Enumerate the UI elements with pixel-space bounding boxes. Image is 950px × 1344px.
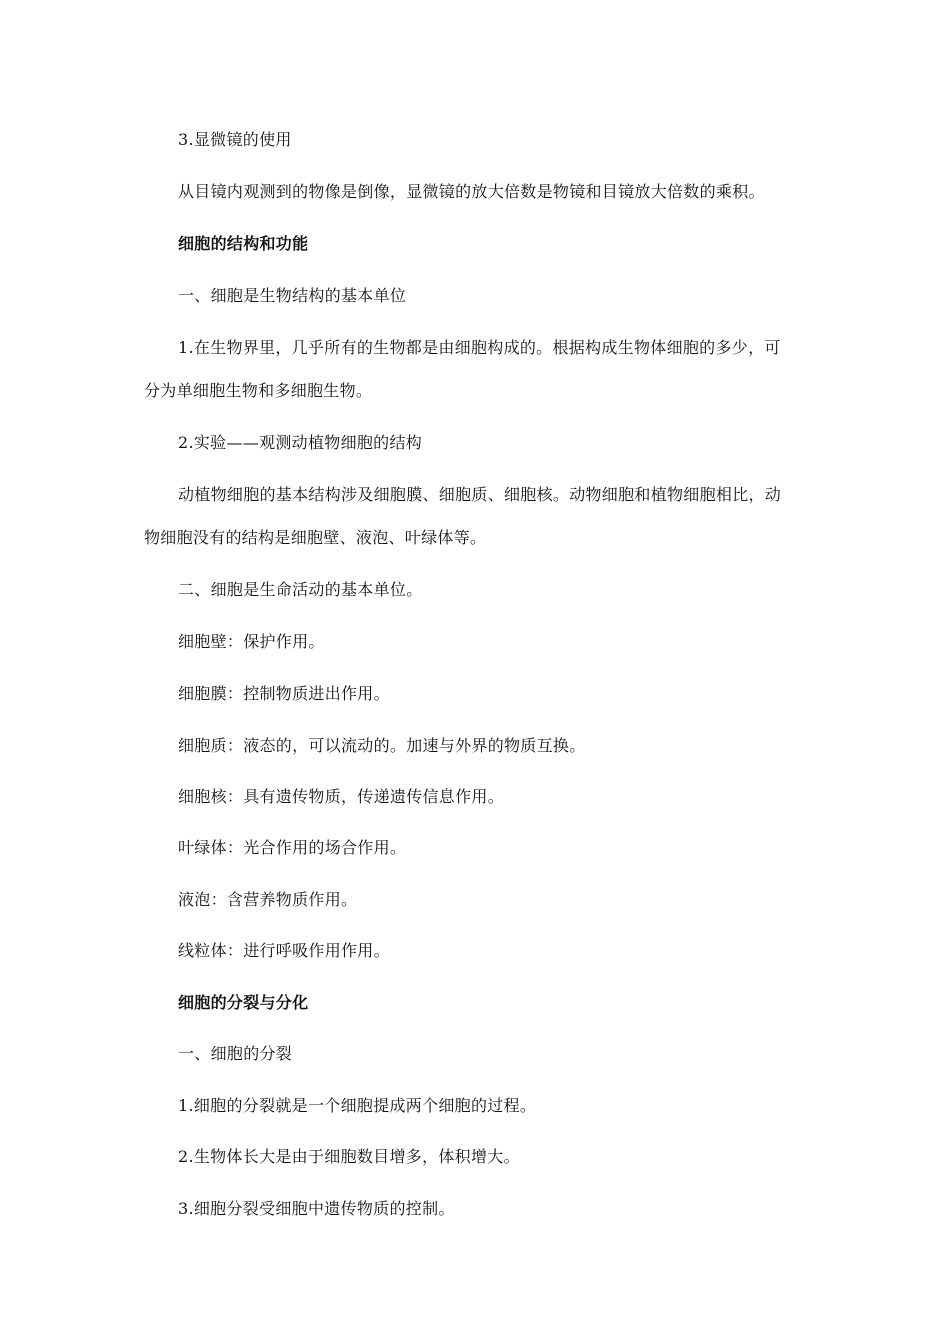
section-heading-cell-division: 细胞的分裂与分化 xyxy=(178,993,309,1012)
item-vacuole: 液泡：含营养物质作用。 xyxy=(178,890,358,909)
item-mitochondria: 线粒体：进行呼吸作用作用。 xyxy=(178,941,390,960)
section-heading-cell-structure: 细胞的结构和功能 xyxy=(178,234,309,253)
paragraph-genetic-control: 3.细胞分裂受细胞中遗传物质的控制。 xyxy=(178,1199,455,1218)
item-cytoplasm: 细胞质：液态的，可以流动的。加速与外界的物质互换。 xyxy=(178,736,586,755)
subheading-life-activity-unit: 二、细胞是生命活动的基本单位。 xyxy=(178,580,423,599)
subheading-cell-division: 一、细胞的分裂 xyxy=(178,1044,293,1063)
paragraph-microscope-use: 3.显微镜的使用 xyxy=(178,130,292,149)
paragraph-experiment: 2.实验——观测动植物细胞的结构 xyxy=(178,433,423,452)
paragraph-organisms-line2: 分为单细胞生物和多细胞生物。 xyxy=(144,381,373,400)
paragraph-division-definition: 1.细胞的分裂就是一个细胞提成两个细胞的过程。 xyxy=(178,1096,537,1115)
item-cell-wall: 细胞壁：保护作用。 xyxy=(178,632,325,651)
item-cell-membrane: 细胞膜：控制物质进出作用。 xyxy=(178,684,390,703)
item-nucleus: 细胞核：具有遗传物质，传递遗传信息作用。 xyxy=(178,787,505,806)
subheading-cell-basic-unit: 一、细胞是生物结构的基本单位 xyxy=(178,286,407,305)
paragraph-cell-structure-line1: 动植物细胞的基本结构涉及细胞膜、细胞质、细胞核。动物细胞和植物细胞相比，动 xyxy=(178,485,782,504)
paragraph-growth: 2.生物体长大是由于细胞数目增多，体积增大。 xyxy=(178,1147,520,1166)
paragraph-microscope-image: 从目镜内观测到的物像是倒像，显微镜的放大倍数是物镜和目镜放大倍数的乘积。 xyxy=(178,182,765,201)
item-chloroplast: 叶绿体：光合作用的场合作用。 xyxy=(178,838,407,857)
paragraph-organisms-line1: 1.在生物界里，几乎所有的生物都是由细胞构成的。根据构成生物体细胞的多少，可 xyxy=(178,338,781,357)
paragraph-cell-structure-line2: 物细胞没有的结构是细胞壁、液泡、叶绿体等。 xyxy=(144,528,487,547)
